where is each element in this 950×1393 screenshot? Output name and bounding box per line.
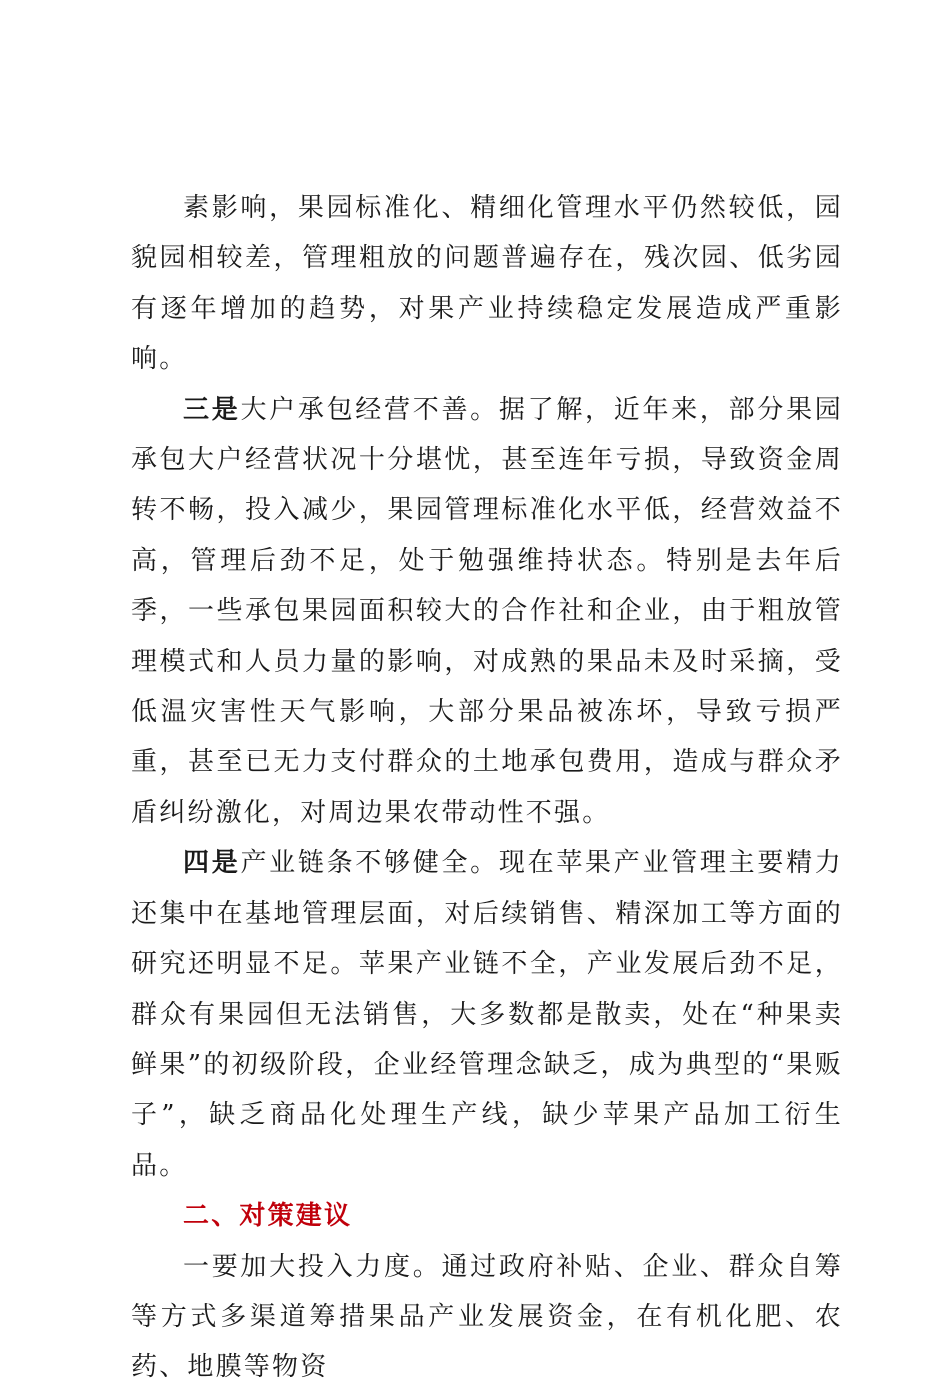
document-body xyxy=(131,183,843,1393)
paragraph-2-text: 大户承包经营不善。据了解，近年来，部分果园承包大户经营状况十分堪忧，甚至连年亏损，导致资金周转不畅，投入减少，果园管理标准化水平低，经营效益不高，管理后劲不足，处于勉强维持状态。特别是去年后季，一些承包果园面积较大的合作社和企业，由于粗放管理模式和人员力量的影响，对成熟的果品未及时采摘，受低温灾害性天气影响，大部分果品被冻坏，导致亏损严重，甚至已无力支付群众的土地承包费用，造成与群众矛盾纠纷激化，对周边果农带动性不强。 xyxy=(131,394,843,828)
paragraph-3-lead: 四是 xyxy=(183,848,241,879)
paragraph-1-text: 素影响，果园标准化、精细化管理水平仍然较低，园貌园相较差，管理粗放的问题普遍存在，残次园、低劣园有逐年增加的趋势，对果产业持续稳定发展造成严重影响。 xyxy=(131,193,843,375)
paragraph-1 xyxy=(131,183,843,385)
section-heading-text: 二、对策建议 xyxy=(183,1201,353,1232)
paragraph-4-text: 一要加大投入力度。通过政府补贴、企业、群众自筹等方式多渠道筹措果品产业发展资金，在有机化肥、农药、地膜等物资 xyxy=(131,1251,843,1383)
paragraph-2-lead: 三是 xyxy=(183,394,241,425)
paragraph-3-text: 产业链条不够健全。现在苹果产业管理主要精力还集中在基地管理层面，对后续销售、精深加工等方面的研究还明显不足。苹果产业链不全，产业发展后劲不足，群众有果园但无法销售，大多数都是散卖，处在“种果卖鲜果”的初级阶段，企业经管理念缺乏，成为典型的“果贩子”，缺乏商品化处理生产线，缺少苹果产品加工衍生品。 xyxy=(131,848,843,1181)
paragraph-3 xyxy=(131,838,843,1191)
paragraph-4 xyxy=(131,1242,843,1393)
paragraph-2 xyxy=(131,385,843,839)
section-heading xyxy=(131,1191,843,1241)
